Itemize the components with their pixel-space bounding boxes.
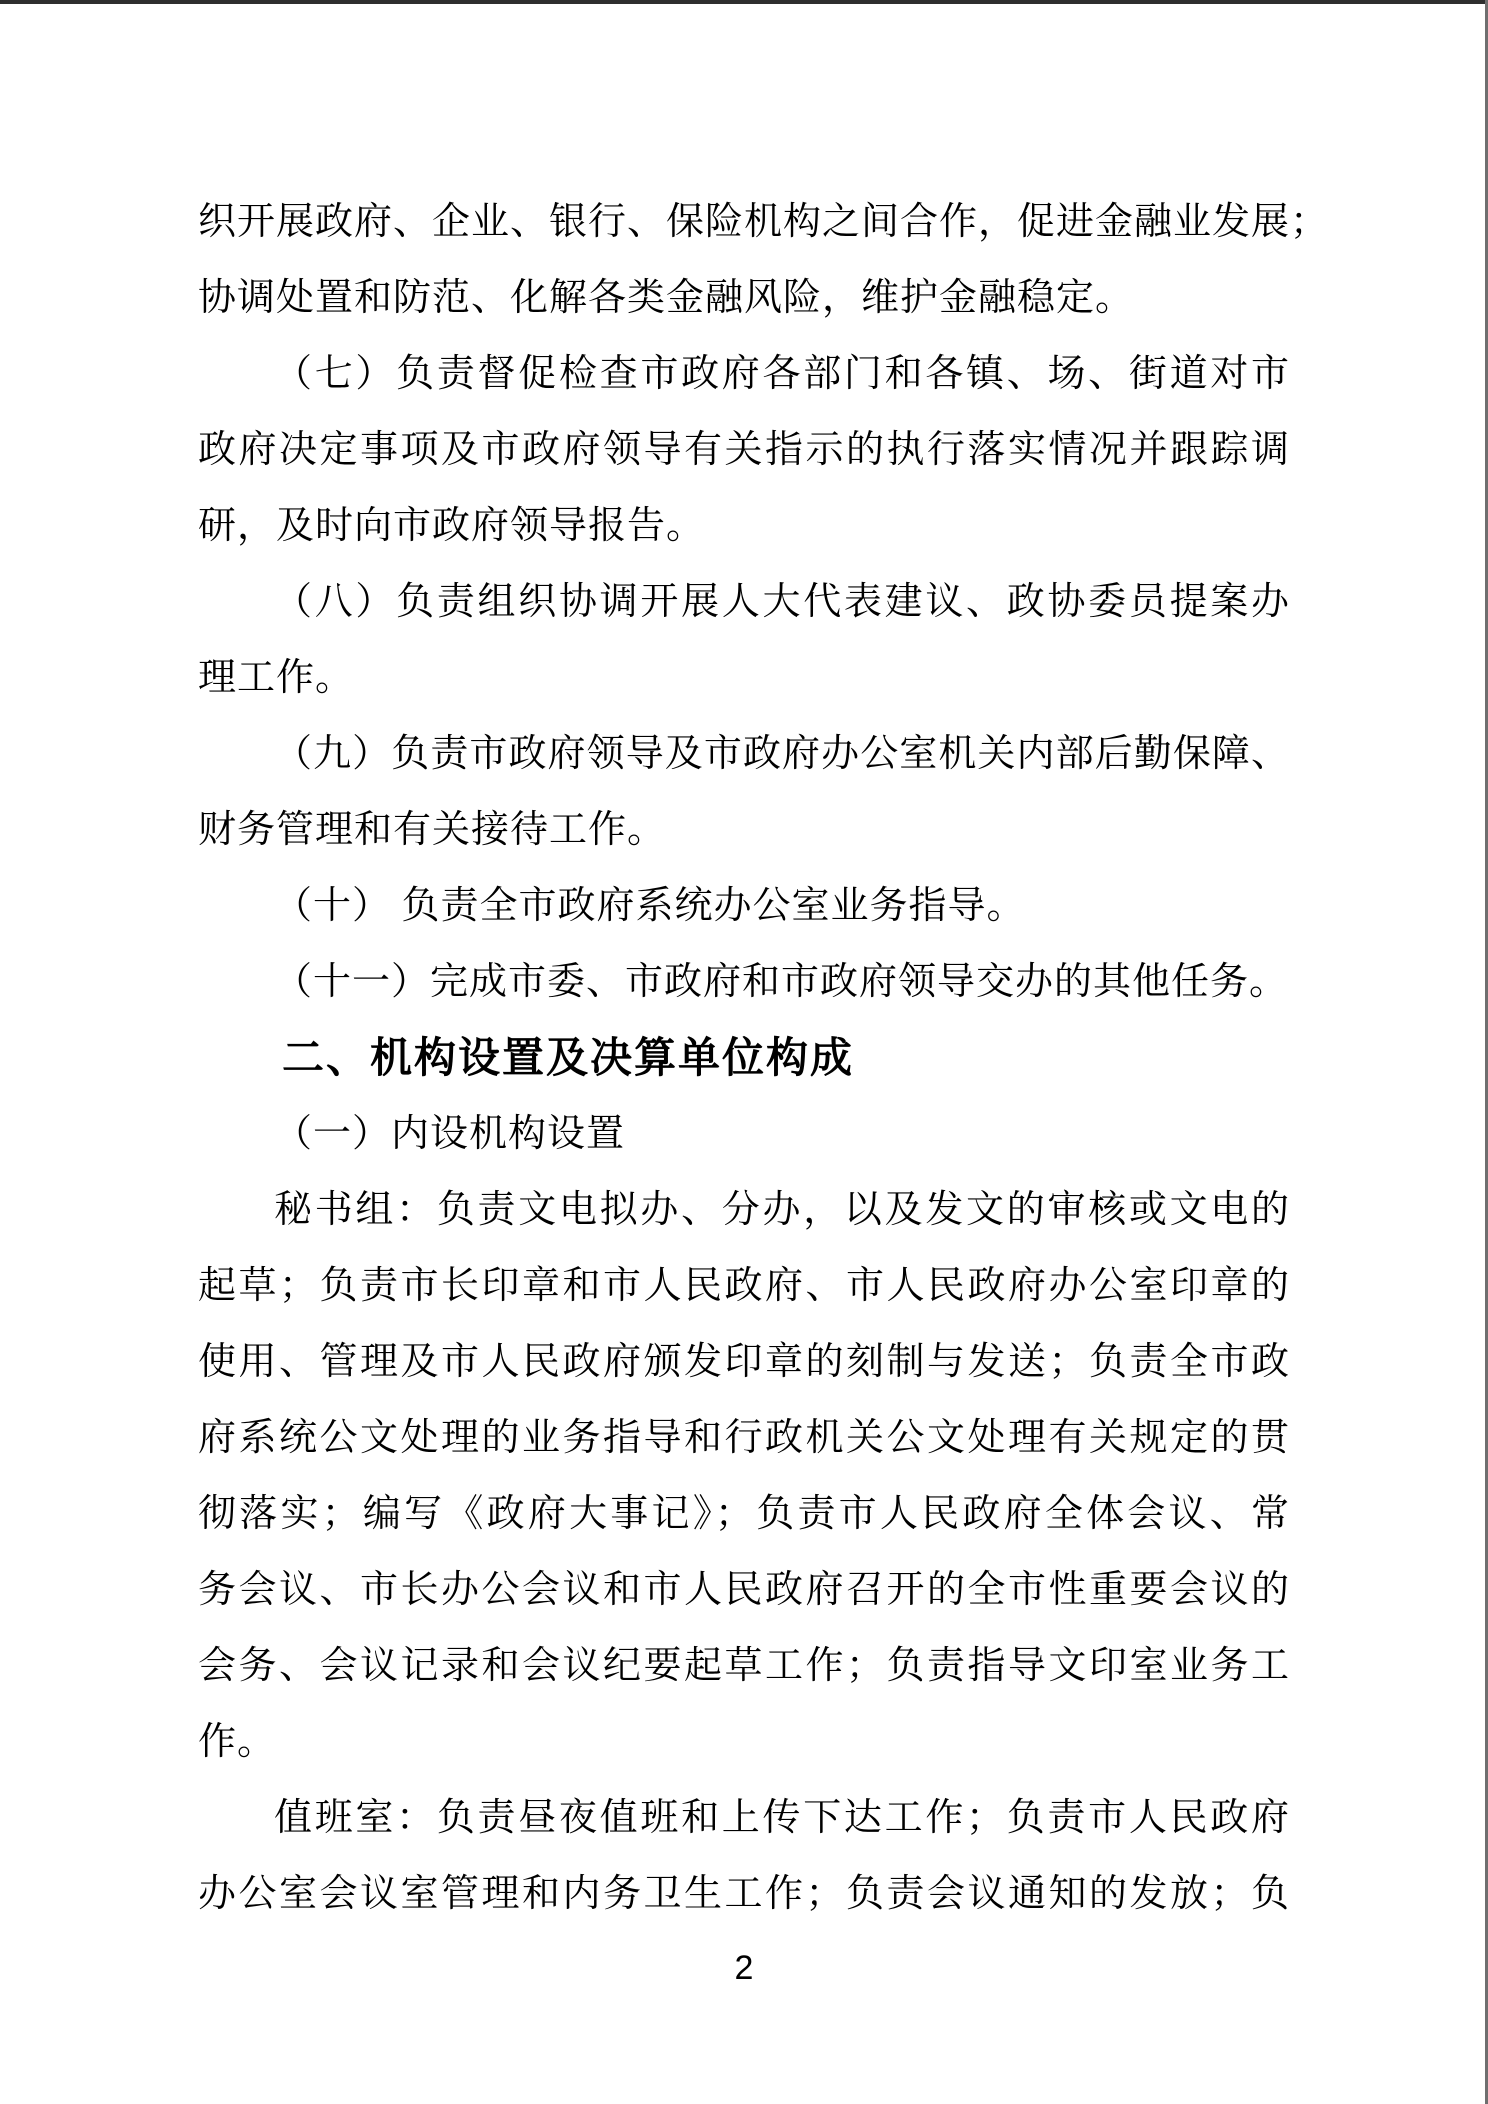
text-line: 协调处置和防范、化解各类金融风险，维护金融稳定。 <box>198 277 1135 319</box>
paragraph <box>198 716 1290 868</box>
text-line: （十一）完成市委、市政府和市政府领导交办的其他任务。 <box>274 961 1289 1003</box>
text-line: （七）负责督促检查市政府各部门和各镇、场、街道对市 <box>274 353 1290 395</box>
text-line: 财务管理和有关接待工作。 <box>198 809 667 851</box>
text-line: 办公室会议室管理和内务卫生工作；负责会议通知的发放；负 <box>198 1873 1290 1915</box>
text-line: 使用、管理及市人民政府颁发印章的刻制与发送；负责全市政 <box>198 1341 1290 1383</box>
scan-top-edge-line <box>0 0 1488 4</box>
text-line: 织开展政府、企业、银行、保险机构之间合作，促进金融业发展； <box>198 201 1330 243</box>
text-line: 作。 <box>198 1721 277 1763</box>
text-line: （一）内设机构设置 <box>274 1113 626 1155</box>
section-heading <box>198 1020 1290 1096</box>
text-line: 研，及时向市政府领导报告。 <box>198 505 706 547</box>
paragraph <box>198 1172 1290 1780</box>
text-line: 理工作。 <box>198 657 355 699</box>
text-line: 起草；负责市长印章和市人民政府、市人民政府办公室印章的 <box>198 1265 1290 1307</box>
text-line: （八）负责组织协调开展人大代表建议、政协委员提案办 <box>274 581 1290 623</box>
text-line: 政府决定事项及市政府领导有关指示的执行落实情况并跟踪调 <box>198 429 1290 471</box>
text-line: 秘书组：负责文电拟办、分办，以及发文的审核或文电的 <box>274 1189 1290 1231</box>
paragraph <box>198 336 1290 564</box>
page-number: 2 <box>734 1949 754 1987</box>
paragraph <box>198 564 1290 716</box>
text-line: （十） 负责全市政府系统办公室业务指导。 <box>274 885 1026 927</box>
text-line: 二、机构设置及决算单位构成 <box>282 1034 855 1081</box>
paragraph <box>198 1780 1290 1932</box>
text-line: 府系统公文处理的业务指导和行政机关公文处理有关规定的贯 <box>198 1417 1290 1459</box>
text-line: 会务、会议记录和会议纪要起草工作；负责指导文印室业务工 <box>198 1645 1290 1687</box>
paragraph <box>198 868 1290 944</box>
text-line: 彻落实；编写《政府大事记》；负责市人民政府全体会议、常 <box>198 1493 1290 1535</box>
text-line: （九）负责市政府领导及市政府办公室机关内部后勤保障、 <box>274 733 1290 775</box>
paragraph <box>198 184 1330 336</box>
text-line: 值班室：负责昼夜值班和上传下达工作；负责市人民政府 <box>274 1797 1290 1839</box>
paragraph <box>198 1096 1290 1172</box>
document-text-block <box>198 184 1330 1932</box>
text-line: 务会议、市长办公会议和市人民政府召开的全市性重要会议的 <box>198 1569 1290 1611</box>
paragraph <box>198 944 1290 1020</box>
